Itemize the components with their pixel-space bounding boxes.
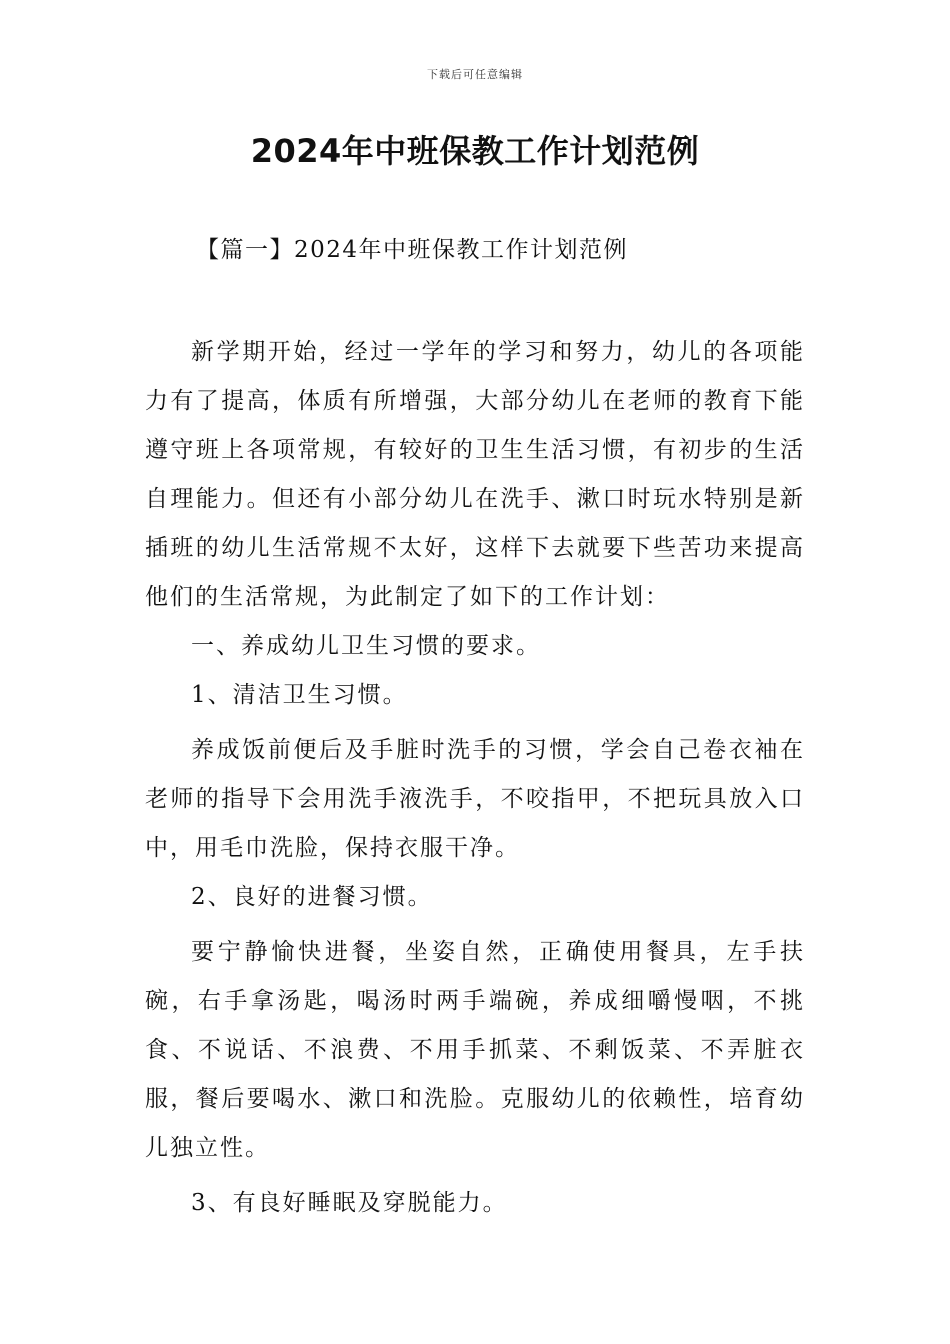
paragraph-dining: 要宁静愉快进餐，坐姿自然，正确使用餐具，左手扶碗，右手拿汤匙，喝汤时两手端碗，养成细嚼慢咽，不挑食、不说话、不浪费、不用手抓菜、不剩饭菜、不弄脏衣服，餐后要喝水、漱口和洗脸。克服幼儿的依赖性，培育幼儿独立性。 — [145, 939, 805, 1161]
paragraph-intro: 新学期开始，经过一学年的学习和努力，幼儿的各项能力有了提高，体质有所增强，大部分幼儿在老师的教育下能遵守班上各项常规，有较好的卫生生活习惯，有初步的生活自理能力。但还有小部分幼儿在洗手、漱口时玩水特别是新插班的幼儿生活常规不太好，这样下去就要下些苦功来提高他们的生活常规，为此制定了如下的工作计划： — [145, 339, 805, 610]
section-heading: 【篇一】2024年中班保教工作计划范例 — [196, 237, 629, 263]
paragraph-cleanliness: 养成饭前便后及手脏时洗手的习惯，学会自己卷衣袖在老师的指导下会用洗手液洗手，不咬指甲，不把玩具放入口中，用毛巾洗脸，保持衣服干净。 — [145, 737, 805, 861]
paragraph-subheading-dining: 2、良好的进餐习惯。 — [191, 884, 433, 910]
paragraph-subheading-cleanliness: 1、清洁卫生习惯。 — [191, 682, 408, 708]
document-body — [145, 328, 805, 1228]
header-note: 下载后可任意编辑 — [427, 68, 523, 81]
paragraph-subheading-sleep: 3、有良好睡眠及穿脱能力。 — [191, 1190, 508, 1216]
paragraph-heading-hygiene: 一、养成幼儿卫生习惯的要求。 — [191, 633, 541, 659]
document-title: 2024年中班保教工作计划范例 — [250, 132, 700, 170]
